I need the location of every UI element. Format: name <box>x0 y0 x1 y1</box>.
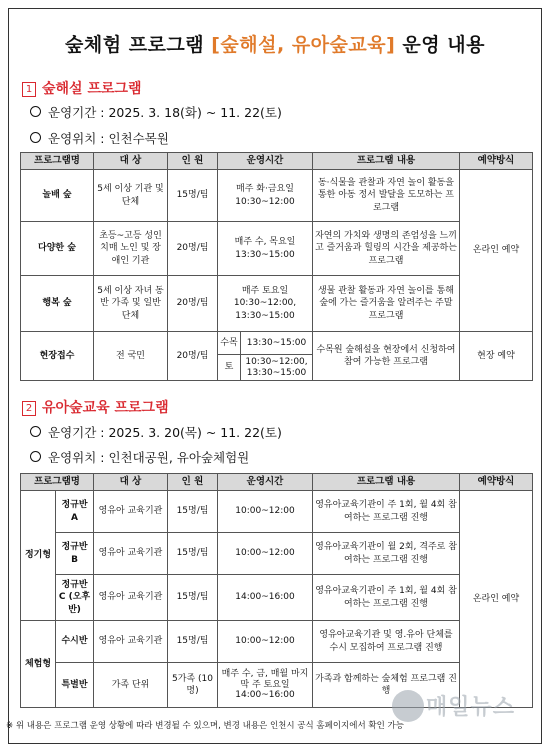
table-row <box>21 222 533 276</box>
program-content: 수목원 숲해설을 현장에서 신청하여 참여 가능한 프로그램 <box>313 332 460 381</box>
logo-circle-icon <box>392 690 424 722</box>
program-target: 영유아 교육기관 <box>94 621 168 663</box>
table-header-row <box>21 153 533 170</box>
title-main: 숲체험 프로그램 <box>65 34 212 56</box>
program-time: 매주 수, 금, 매월 마지막 주 토요일 14:00~16:00 <box>218 663 313 708</box>
program-time: 매주 수, 목요일 13:30~15:00 <box>218 222 313 276</box>
col-header: 프로그램명 <box>21 153 94 170</box>
section1-heading <box>22 78 142 98</box>
section1-period <box>30 103 282 121</box>
col-header: 인 원 <box>168 153 218 170</box>
section2-number: 2 <box>22 401 36 416</box>
program-time: 매주 토요일 10:30~12:00, 13:30~15:00 <box>218 276 313 332</box>
program-name: 특별반 <box>56 663 94 708</box>
program-count: 15명/팀 <box>168 491 218 533</box>
col-header: 프로그램명 <box>21 474 94 491</box>
onsite-day: 수목 <box>218 332 241 354</box>
onsite-slot <box>218 332 312 355</box>
table-row <box>21 491 533 533</box>
program-content: 자연의 가치와 생명의 존엄성을 느끼고 즐거움과 힐링의 시간을 제공하는 프로그램 <box>313 222 460 276</box>
reserve-method: 현장 예약 <box>460 332 533 381</box>
program-name: 다양한 숲 <box>21 222 94 276</box>
program-target: 영유아 교육기관 <box>94 575 168 621</box>
program-name: 정규반 B <box>56 533 94 575</box>
program-content: 영유아교육기관이 주 1회, 월 4회 참여하는 프로그램 진행 <box>313 575 460 621</box>
col-header: 운영시간 <box>218 474 313 491</box>
program-name: 정규반 C (오후반) <box>56 575 94 621</box>
program-count: 20명/팀 <box>168 332 218 381</box>
onsite-time: 10:30~12:00, 13:30~15:00 <box>245 356 308 378</box>
footnote: ※ 위 내용은 프로그램 운영 상황에 따라 변경될 수 있으며, 변경 내용은 인천시 공식 홈페이지에서 확인 가능 <box>6 721 404 731</box>
program-group: 정기형 <box>21 491 56 621</box>
watermark-text: 매일뉴스 <box>426 695 516 720</box>
bullet-circle-icon <box>30 426 41 437</box>
program-name: 현장접수 <box>21 332 94 381</box>
col-header: 대 상 <box>94 474 168 491</box>
table-row <box>21 621 533 663</box>
program-name: 놀배 숲 <box>21 170 94 222</box>
section2-table <box>20 473 533 708</box>
program-count: 15명/팀 <box>168 621 218 663</box>
program-name: 행복 숲 <box>21 276 94 332</box>
program-target: 5세 이상 자녀 동반 가족 및 일반단체 <box>94 276 168 332</box>
table-header-row <box>21 474 533 491</box>
col-header: 예약방식 <box>460 474 533 491</box>
program-count: 15명/팀 <box>168 575 218 621</box>
program-count: 20명/팀 <box>168 222 218 276</box>
col-header: 예약방식 <box>460 153 533 170</box>
bullet-circle-icon <box>30 132 41 143</box>
program-content: 동·식물을 관찰과 자연 놀이 활동을 통한 아동 정서 발달을 도모하는 프로그램 <box>313 170 460 222</box>
section1-location <box>30 129 169 147</box>
onsite-time: 13:30~15:00 <box>246 337 307 348</box>
title-highlight: [숲해설, 유아숲교육] <box>211 34 396 56</box>
onsite-slot <box>218 355 312 380</box>
bullet-circle-icon <box>30 106 41 117</box>
program-count: 15명/팀 <box>168 170 218 222</box>
program-time: 매주 화·금요일 10:30~12:00 <box>218 170 313 222</box>
program-time: 10:00~12:00 <box>218 491 313 533</box>
section1-period-text: 운영기간 : 2025. 3. 18(화) ~ 11. 22(토) <box>48 105 282 120</box>
program-content: 가족과 함께하는 숲체험 프로그램 진행 <box>313 663 460 708</box>
program-target: 5세 이상 기관 및 단체 <box>94 170 168 222</box>
program-target: 가족 단위 <box>94 663 168 708</box>
onsite-day: 토 <box>218 355 241 380</box>
col-header: 인 원 <box>168 474 218 491</box>
program-target: 초등~고등 성인 치매 노인 및 장애인 기관 <box>94 222 168 276</box>
program-time: 14:00~16:00 <box>218 575 313 621</box>
program-time: 10:00~12:00 <box>218 533 313 575</box>
table-row <box>21 332 533 381</box>
program-name: 수시반 <box>56 621 94 663</box>
program-name: 정규반 A <box>56 491 94 533</box>
program-content: 영유아교육기관이 월 2회, 격주로 참여하는 프로그램 진행 <box>313 533 460 575</box>
program-count: 20명/팀 <box>168 276 218 332</box>
program-target: 전 국민 <box>94 332 168 381</box>
program-target: 영유아 교육기관 <box>94 533 168 575</box>
section1-title: 숲해설 프로그램 <box>42 81 142 97</box>
section2-title: 유아숲교육 프로그램 <box>42 400 169 416</box>
col-header: 대 상 <box>94 153 168 170</box>
program-content: 영유아교육기관이 주 1회, 월 4회 참여하는 프로그램 진행 <box>313 491 460 533</box>
col-header: 프로그램 내용 <box>313 474 460 491</box>
program-content: 생물 관찰 활동과 자연 놀이를 통해 숲에 가는 즐거움을 알려주는 주말 프로그램 <box>313 276 460 332</box>
bullet-circle-icon <box>30 451 41 462</box>
section2-location <box>30 448 249 466</box>
reserve-method: 온라인 예약 <box>460 491 533 708</box>
section1-location-text: 운영위치 : 인천수목원 <box>48 131 169 146</box>
section1-number: 1 <box>22 82 36 97</box>
table-row <box>21 533 533 575</box>
program-time: 10:00~12:00 <box>218 621 313 663</box>
section2-location-text: 운영위치 : 인천대공원, 유아숲체험원 <box>48 450 250 465</box>
program-count: 15명/팀 <box>168 533 218 575</box>
col-header: 프로그램 내용 <box>313 153 460 170</box>
table-row <box>21 276 533 332</box>
section1-table <box>20 152 533 381</box>
program-time <box>218 332 313 381</box>
section2-period-text: 운영기간 : 2025. 3. 20(목) ~ 11. 22(토) <box>48 425 282 440</box>
table-row <box>21 170 533 222</box>
program-group: 체험형 <box>21 621 56 708</box>
table-row <box>21 575 533 621</box>
program-target: 영유아 교육기관 <box>94 491 168 533</box>
col-header: 운영시간 <box>218 153 313 170</box>
program-count: 5가족 (10명) <box>168 663 218 708</box>
page-title <box>0 30 550 57</box>
title-tail: 운영 내용 <box>395 34 485 56</box>
watermark-logo <box>392 686 532 728</box>
reserve-method: 온라인 예약 <box>460 170 533 332</box>
program-content: 영유아교육기관 및 영.유아 단체를 수시 모집하여 프로그램 진행 <box>313 621 460 663</box>
section2-period <box>30 423 282 441</box>
section2-heading <box>22 397 169 417</box>
